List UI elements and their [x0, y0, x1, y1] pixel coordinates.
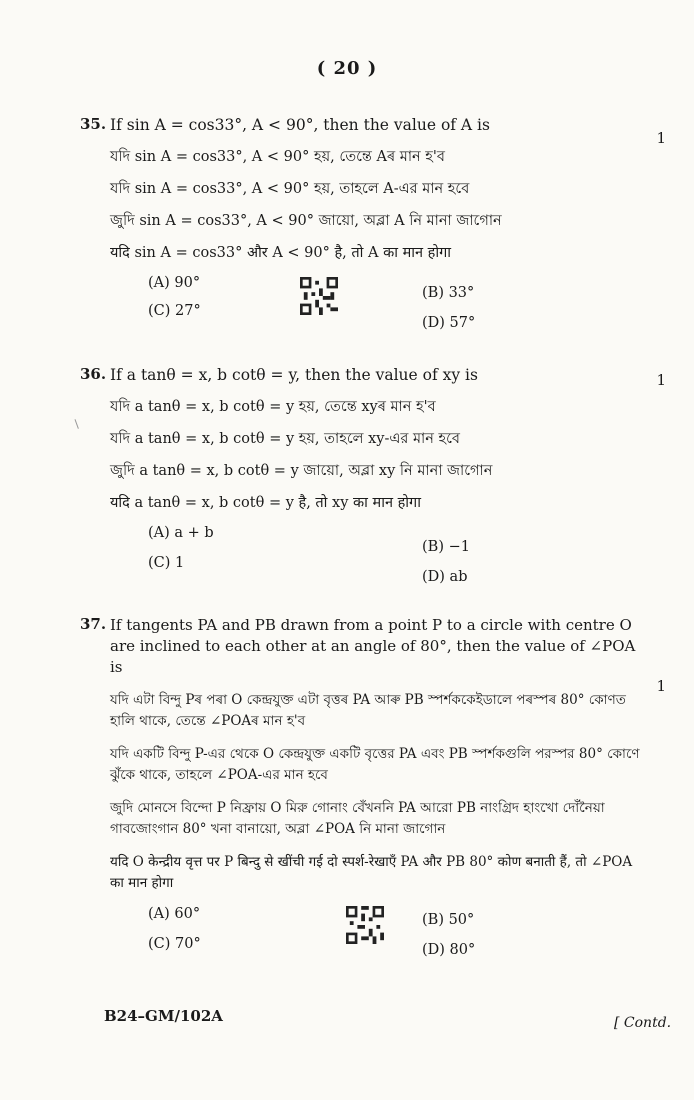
question-text-assamese: যদি sin A = cos33°, A < 90° হয়, তেন্তে Aৰ মান হ'ব	[110, 149, 445, 165]
qr-code-icon	[300, 277, 338, 315]
question-text-english: If tangents PA and PB drawn from a point P to a circle with centre O are inclined to each other at an angle of 80°, then the value of ∠POA is	[110, 616, 636, 676]
options	[110, 906, 650, 966]
question-text-bodo: জুদি a tanθ = x, b cotθ = y জায়ো, অব্লা xy নি মানা জাগোন	[110, 463, 493, 479]
option-d: (D) 80°	[422, 942, 476, 958]
option-d: (D) 57°	[422, 315, 476, 331]
option-b: (B) 50°	[422, 912, 475, 928]
question-text-assamese: যদি a tanθ = x, b cotθ = y হয়, তেন্তে xyৰ মান হ'ব	[110, 399, 436, 415]
option-c: (C) 1	[148, 555, 185, 571]
question-text-bodo: জুদি sin A = cos33°, A < 90° জায়ো, অব্লা A নি মানা জাগোন	[110, 213, 502, 229]
question-text-hindi: यदि a tanθ = x, b cotθ = y है, तो xy का मान होगा	[110, 495, 421, 511]
pen-mark	[75, 417, 85, 429]
question-37	[80, 615, 666, 966]
question-text-bodo: জুদি মোনসে বিন্দো P নিফ্রায় O মিরু গোনাং বেঁখননি PA আরো PB নাংগ্রিদ হাংখো দোঁনৈয়া গাবজোংগান 80° খনা বানায়ো, অব্লা ∠POA নি মানা জাগোন	[110, 800, 605, 837]
question-marks: 1	[656, 371, 666, 389]
question-text-english: If sin A = cos33°, A < 90°, then the value of A is	[110, 116, 490, 134]
options	[110, 525, 650, 585]
question-number: 37.	[80, 615, 107, 633]
question-text-bengali: যদি sin A = cos33°, A < 90° হয়, তাহলে A-এর মান হবে	[110, 181, 470, 197]
option-a: (A) a + b	[148, 525, 214, 541]
option-b: (B) −1	[422, 539, 470, 555]
question-text-bengali: যদি একটি বিন্দু P-এর থেকে O কেন্দ্রযুক্ত একটি বৃত্তের PA এবং PB স্পর্শকগুলি পরস্পর 80° কোণে ঝুঁকে থাকে, তাহলে ∠POA-এর মান হবে	[110, 746, 640, 783]
question-number: 36.	[80, 365, 107, 383]
options	[110, 275, 650, 335]
paper-code: B24–GM/102A	[104, 1007, 223, 1025]
question-text-hindi: यदि sin A = cos33° और A < 90° है, तो A का मान होगा	[110, 245, 452, 261]
page-number: ( 20 )	[316, 58, 378, 79]
question-marks: 1	[656, 129, 666, 147]
question-number: 35.	[80, 115, 107, 133]
continued-label: [ Contd.	[614, 1015, 672, 1031]
question-text-assamese: যদি এটা বিন্দু Pৰ পৰা O কেন্দ্ৰযুক্ত এটা বৃত্তৰ PA আৰু PB স্পৰ্শককেইডালে পৰস্পৰ 80° কোণত হালি থাকে, তেন্তে ∠POAৰ মান হ'ব	[110, 692, 626, 729]
question-35	[80, 115, 666, 335]
question-36	[80, 365, 666, 585]
option-c: (C) 70°	[148, 936, 201, 952]
qr-code-icon	[346, 906, 384, 944]
option-d: (D) ab	[422, 569, 468, 585]
question-marks: 1	[656, 677, 666, 695]
question-text-english: If a tanθ = x, b cotθ = y, then the value of xy is	[110, 366, 478, 384]
option-a: (A) 90°	[148, 275, 201, 291]
option-a: (A) 60°	[148, 906, 201, 922]
question-text-hindi: यदि O केन्द्रीय वृत्त पर P बिन्दु से खींची गई दो स्पर्श-रेखाएँ PA और PB 80° कोण बनाती हैं, तो ∠POA का मान होगा	[110, 854, 633, 891]
question-text-bengali: যদি a tanθ = x, b cotθ = y হয়, তাহলে xy-এর মান হবে	[110, 431, 460, 447]
option-c: (C) 27°	[148, 303, 201, 319]
option-b: (B) 33°	[422, 285, 475, 301]
